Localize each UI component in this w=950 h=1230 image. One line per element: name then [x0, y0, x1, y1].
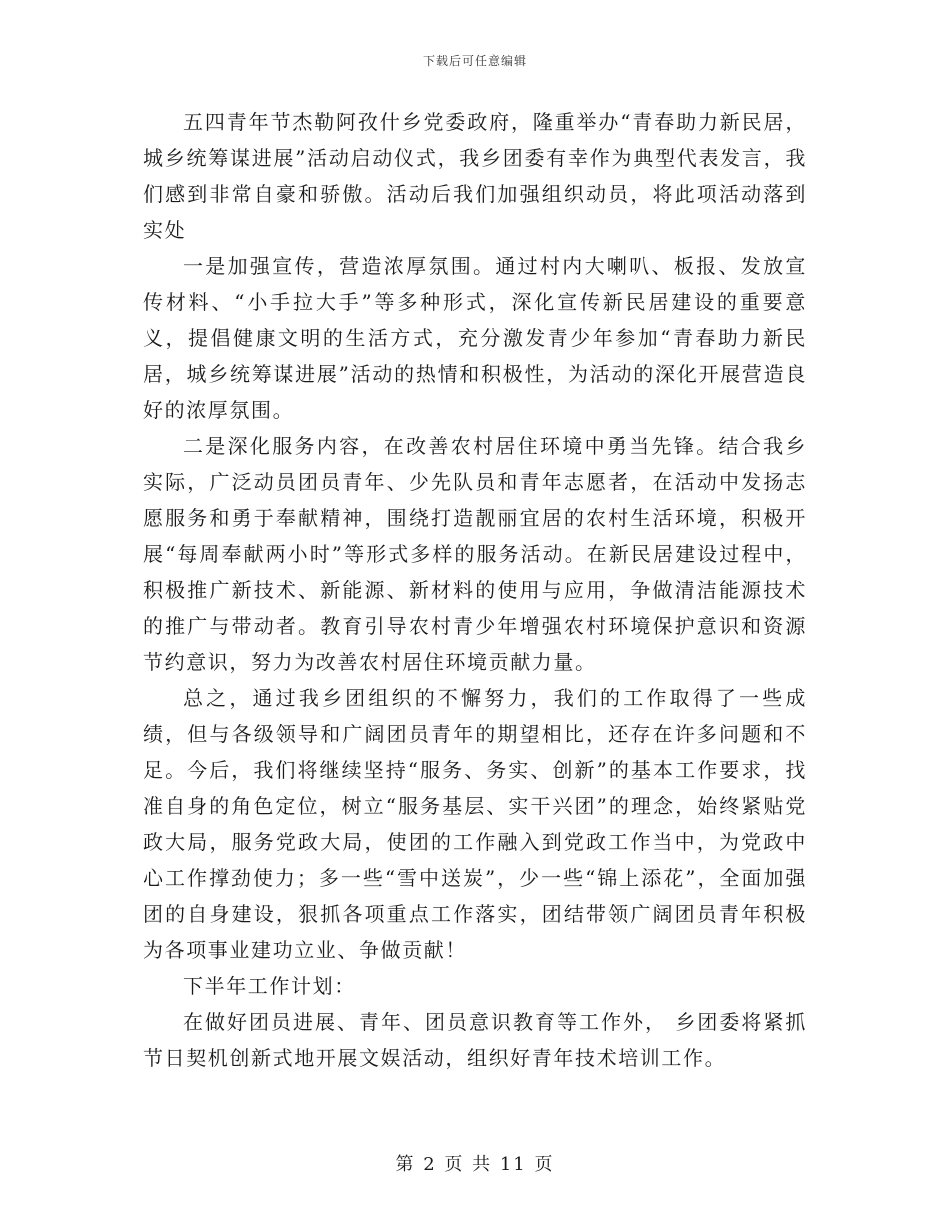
- paragraph-summary: 总之，通过我乡团组织的不懈努力，我们的工作取得了一些成绩，但与各级领导和广阔团员青年的期望相比，还存在许多问题和不足。今后，我们将继续坚持“服务、务实、创新”的基本工作要求，找准自身的角色定位，树立“服务基层、实干兴团”的理念，始终紧贴党政大局，服务党政大局，使团的工作融入到党政工作当中，为党政中心工作撑劲使力；多一些“雪中送炭”，少一些“锦上添花”，全面加强团的自身建设，狠抓各项重点工作落实，团结带领广阔团员青年积极为各项事业建功立业、争做贡献！: [143, 686, 807, 962]
- header-note: 下载后可任意编辑: [422, 54, 527, 68]
- paragraph-intro: 五四青年节杰勒阿孜什乡党委政府，隆重举办“青春助力新民居，城乡统筹谋进展”活动启动仪式，我乡团委有幸作为典型代表发言，我们感到非常自豪和骄傲。活动后我们加强组织动员，将此项活动落到实处: [143, 110, 807, 242]
- document-body: [143, 104, 807, 1076]
- paragraph-service: 二是深化服务内容，在改善农村居住环境中勇当先锋。结合我乡实际，广泛动员团员青年、少先队员和青年志愿者，在活动中发扬志愿服务和勇于奉献精神，围绕打造靓丽宜居的农村生活环境，积极开展“每周奉献两小时”等形式多样的服务活动。在新民居建设过程中，积极推广新技术、新能源、新材料的使用与应用，争做清洁能源技术的推广与带动者。教育引导农村青少年增强农村环境保护意识和资源节约意识，努力为改善农村居住环境贡献力量。: [143, 434, 807, 674]
- paragraph-plan: 在做好团员进展、青年、团员意识教育等工作外， 乡团委将紧抓节日契机创新式地开展文娱活动，组织好青年技术培训工作。: [143, 1010, 807, 1070]
- paragraph-publicity: 一是加强宣传，营造浓厚氛围。通过村内大喇叭、板报、发放宣传材料、“小手拉大手”等多种形式，深化宣传新民居建设的重要意义，提倡健康文明的生活方式，充分激发青少年参加“青春助力新民居，城乡统筹谋进展”活动的热情和积极性，为活动的深化开展营造良好的浓厚氛围。: [143, 254, 807, 422]
- page-number-footer: 第 2 页 共 11 页: [395, 1154, 555, 1175]
- paragraph-plan-heading: 下半年工作计划：: [183, 974, 356, 998]
